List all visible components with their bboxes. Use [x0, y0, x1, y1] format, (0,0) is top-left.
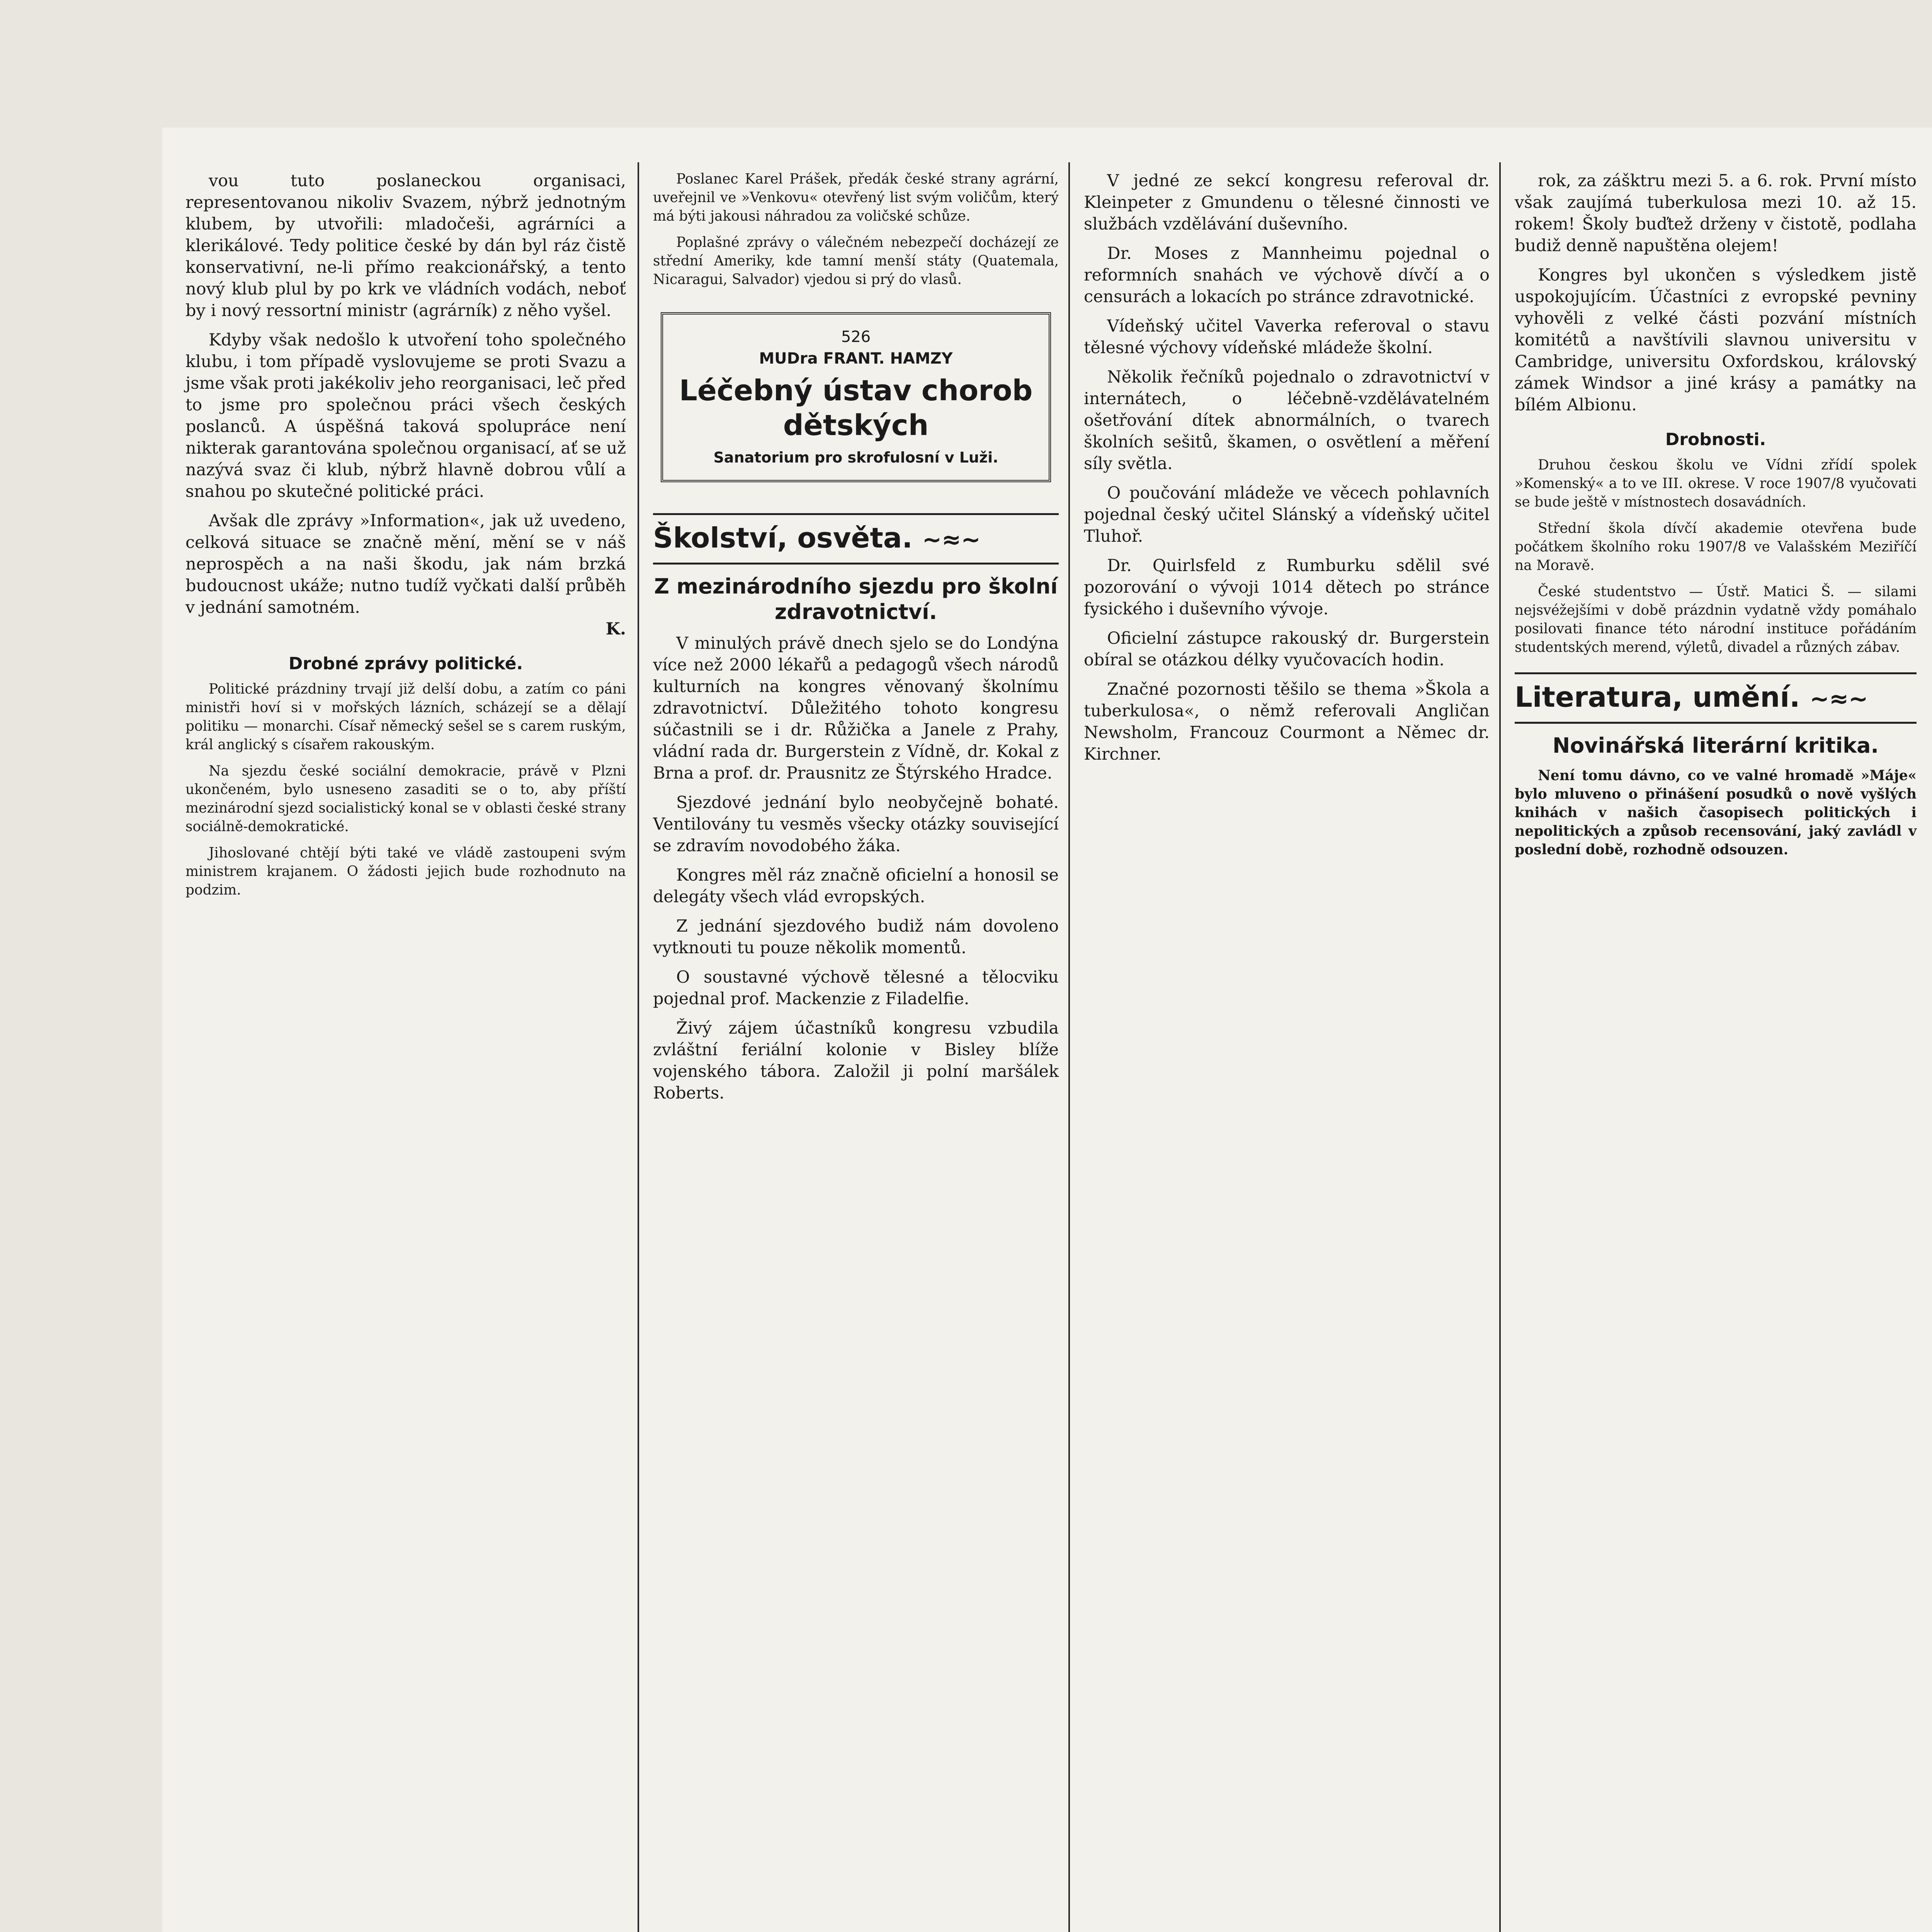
column-rule [1499, 162, 1501, 1932]
article-para: Dr. Moses z Mannheimu pojednal o reformních snahách ve výchově dívčí a o censurách a lokacích po stránce zdravotnické. [1084, 244, 1490, 306]
article-para: Značné pozornosti těšilo se thema »Škola a tuberkulosa«, o němž referovali Angličan Newsholm, Francouz Courmont a Němec dr. Kirchner. [1084, 680, 1490, 764]
article-para: Kongres měl ráz značně oficielní a honosil se delegáty všech vlád evropských. [653, 866, 1059, 906]
article-para: Sjezdové jednání bylo neobyčejně bohaté. Ventilovány tu vesměs všecky otázky související se zdravím novodobého žáka. [653, 793, 1059, 855]
col1-signoff: K. [605, 619, 626, 639]
col1-para3: Avšak dle zprávy »Information«, jak už uvedeno, celková situace se značně mění, mění se v náš neprospěch a na naši škodu, jak nám brzká budoucnost ukáže; nutno tudíž vyčkati další průběh v jednání samotném. [185, 511, 626, 617]
article-para: Dr. Quirlsfeld z Rumburku sdělil své pozorování o vývoji 1014 dětech po stránce fysického i duševního vývoje. [1084, 556, 1490, 619]
ad-headline: Léčebný ústav chorob dětských [679, 374, 1033, 442]
column-1 [185, 170, 626, 900]
drobne-item-3: Jihoslované chtějí býti také ve vládě zastoupeni svým ministrem krajanem. O žádosti jejich bude rozhodnuto na podzim. [185, 845, 626, 898]
article-para: O poučování mládeže ve věcech pohlavních pojednal český učitel Slánský a vídeňský učitel Tluhoř. [1084, 483, 1490, 546]
column-2 [653, 170, 1059, 1104]
literature-article-title: Novinářská literární kritika. [1553, 733, 1879, 758]
article-para: V minulých právě dnech sjelo se do Londýna více než 2000 lékařů a pedagogů všech národů kulturních na kongres věnovaný školnímu zdravotnictví. Důležitého tohoto kongresu súčastnili se i dr. Růžička a Janele z Prahy, vládní rada dr. Burgerstein z Vídně, dr. Kokal z Brna a prof. dr. Prausnitz ze Štýrského Hradce. [653, 634, 1059, 783]
section-heading-skolstvi [653, 513, 1059, 565]
prasek-article: Poslanec Karel Prášek, předák české strany agrární, uveřejnil ve »Venkovu« otevřený list svým voličům, který má býti jakousi náhradou za voličské schůze. [653, 171, 1059, 224]
ad-number: 526 [841, 328, 871, 346]
article-para: Kongres byl ukončen s výsledkem jistě uspokojujícím. Účastníci z evropské pevniny vyhověli z velké části pozvání místních komitétů a navštívili slavnou universitu v Cambridge, universitu Oxfordskou, královský zámek Windsor a jiné krásy a památky na bílém Albionu. [1515, 265, 1917, 415]
newspaper-page [162, 128, 1932, 1932]
column-rule [1068, 162, 1070, 1932]
column-3 [1084, 170, 1490, 765]
article-para: Živý zájem účastníků kongresu vzbudila zvláštní feriální kolonie v Bisley blíže vojenského tábora. Založil ji polní maršálek Roberts. [653, 1019, 1059, 1103]
drobne-item-1: Politické prázdniny trvají již delší dobu, a zatím co páni ministři hoví si v mořských lázních, scházejí se a dělají politiku — monarchi. Císař německý sešel se s carem ruským, král anglický s císařem rakouským. [185, 681, 626, 753]
article-para: Několik řečníků pojednalo o zdravotnictví v internátech, o léčebně-vzdělávatelném ošetřování dítek abnormálních, o tvarech školních sešitů, škamen, o osvětlení a měření síly světla. [1084, 367, 1490, 473]
drobnosti-title: Drobnosti. [1665, 430, 1766, 449]
literature-para: Není tomu dávno, co ve valné hromadě »Máje« bylo mluveno o přinášení posudků o nově vyšlých knihách v našich časopisech politických i nepolitických a způsob recensování, jaký zavládl v poslední době, rozhodně odsouzen. [1515, 767, 1917, 858]
drobnosti-item: České studentstvo — Ústř. Matici Š. — silami nejsvéžejšími v době prázdnin vydatně vždy pomáhalo posilovati finance této národní instituce pořádáním studentských merend, výletů, divadel a různých zábav. [1515, 584, 1917, 655]
article-para: rok, za zášktru mezi 5. a 6. rok. První místo však zaujímá tuberkulosa mezi 10. až 15. rokem! Školy buďtež drženy v čistotě, podlaha budiž denně napuštěna olejem! [1515, 171, 1917, 255]
column-4 [1515, 170, 1917, 859]
section-heading-text: Školství, osvěta. [653, 522, 913, 554]
drobne-item-2: Na sjezdu české sociální demokracie, právě v Plzni ukončeném, bylo usneseno zasaditi se o to, aby příští mezinárodní sjezd socialistický konal se v oblasti české strany sociálně-demokratické. [185, 763, 626, 835]
column-rule [638, 162, 639, 1932]
ad-doctor-name: MUDra FRANT. HAMZY [759, 350, 953, 367]
article-para: V jedné ze sekcí kongresu referoval dr. Kleinpeter z Gmundenu o tělesné činnosti ve službách vzdělávání duševního. [1084, 171, 1490, 234]
col1-intro: vou tuto poslaneckou organisaci, representovanou nikoliv Svazem, nýbrž jednotným klubem, by utvořili: mladočeši, agrárníci a klerikálové. Tedy politice české by dán byl ráz čistě konservativní, ne-li přímo reakcionářský, a tento nový klub plul by po krk ve vládních vodách, neboť by i nový ressortní ministr (agrárník) z něho vyšel. [185, 171, 626, 320]
section-heading-literatura [1515, 672, 1917, 724]
ornament-icon: ~≈~ [922, 526, 981, 553]
drobne-title: Drobné zprávy politické. [288, 654, 523, 673]
sanatorium-advertisement [661, 312, 1051, 482]
article-title: Z mezinárodního sjezdu pro školní zdravotnictví. [654, 574, 1058, 624]
article-para: O soustavné výchově tělesné a tělocviku pojednal prof. Mackenzie z Filadelfie. [653, 968, 1059, 1009]
col1-para2: Kdyby však nedošlo k utvoření toho společného klubu, i tom případě vyslovujeme se proti Svazu a jsme však proti jakékoliv jeho reorganisaci, leč před to jsme pro společnou práci všech českých poslanců. A úspěšná taková spolupráce není nikterak garantována společnou organisací, ať se už nazývá svaz či klub, nýbrž hlavně dobrou vůlí a snahou po skutečné politické práci. [185, 330, 626, 501]
article-para: Oficielní zástupce rakouský dr. Burgerstein obíral se otázkou délky vyučovacích hodin. [1084, 629, 1490, 670]
drobnosti-item: Střední škola dívčí akademie otevřena bude počátkem školního roku 1907/8 ve Valašském Meziříčí na Moravě. [1515, 520, 1917, 573]
ad-subline: Sanatorium pro skrofulosní v Luži. [713, 449, 998, 466]
drobnosti-item: Druhou českou školu ve Vídni zřídí spolek »Komenský« a to ve III. okrese. V roce 1907/8 vyučovati se bude ještě v místnostech dosavádních. [1515, 457, 1917, 510]
section-heading-text: Literatura, umění. [1515, 681, 1800, 713]
article-para: Z jednání sjezdového budiž nám dovoleno vytknouti tu pouze několik momentů. [653, 917, 1059, 957]
ornament-icon: ~≈~ [1810, 685, 1868, 713]
poplasne-article: Poplašné zprávy o válečném nebezpečí docházejí ze střední Ameriky, kde tamní menší státy (Quatemala, Nicaragui, Salvador) vjedou si prý do vlasů. [653, 235, 1059, 287]
article-para: Vídeňský učitel Vaverka referoval o stavu tělesné výchovy vídeňské mládeže školní. [1084, 316, 1490, 357]
